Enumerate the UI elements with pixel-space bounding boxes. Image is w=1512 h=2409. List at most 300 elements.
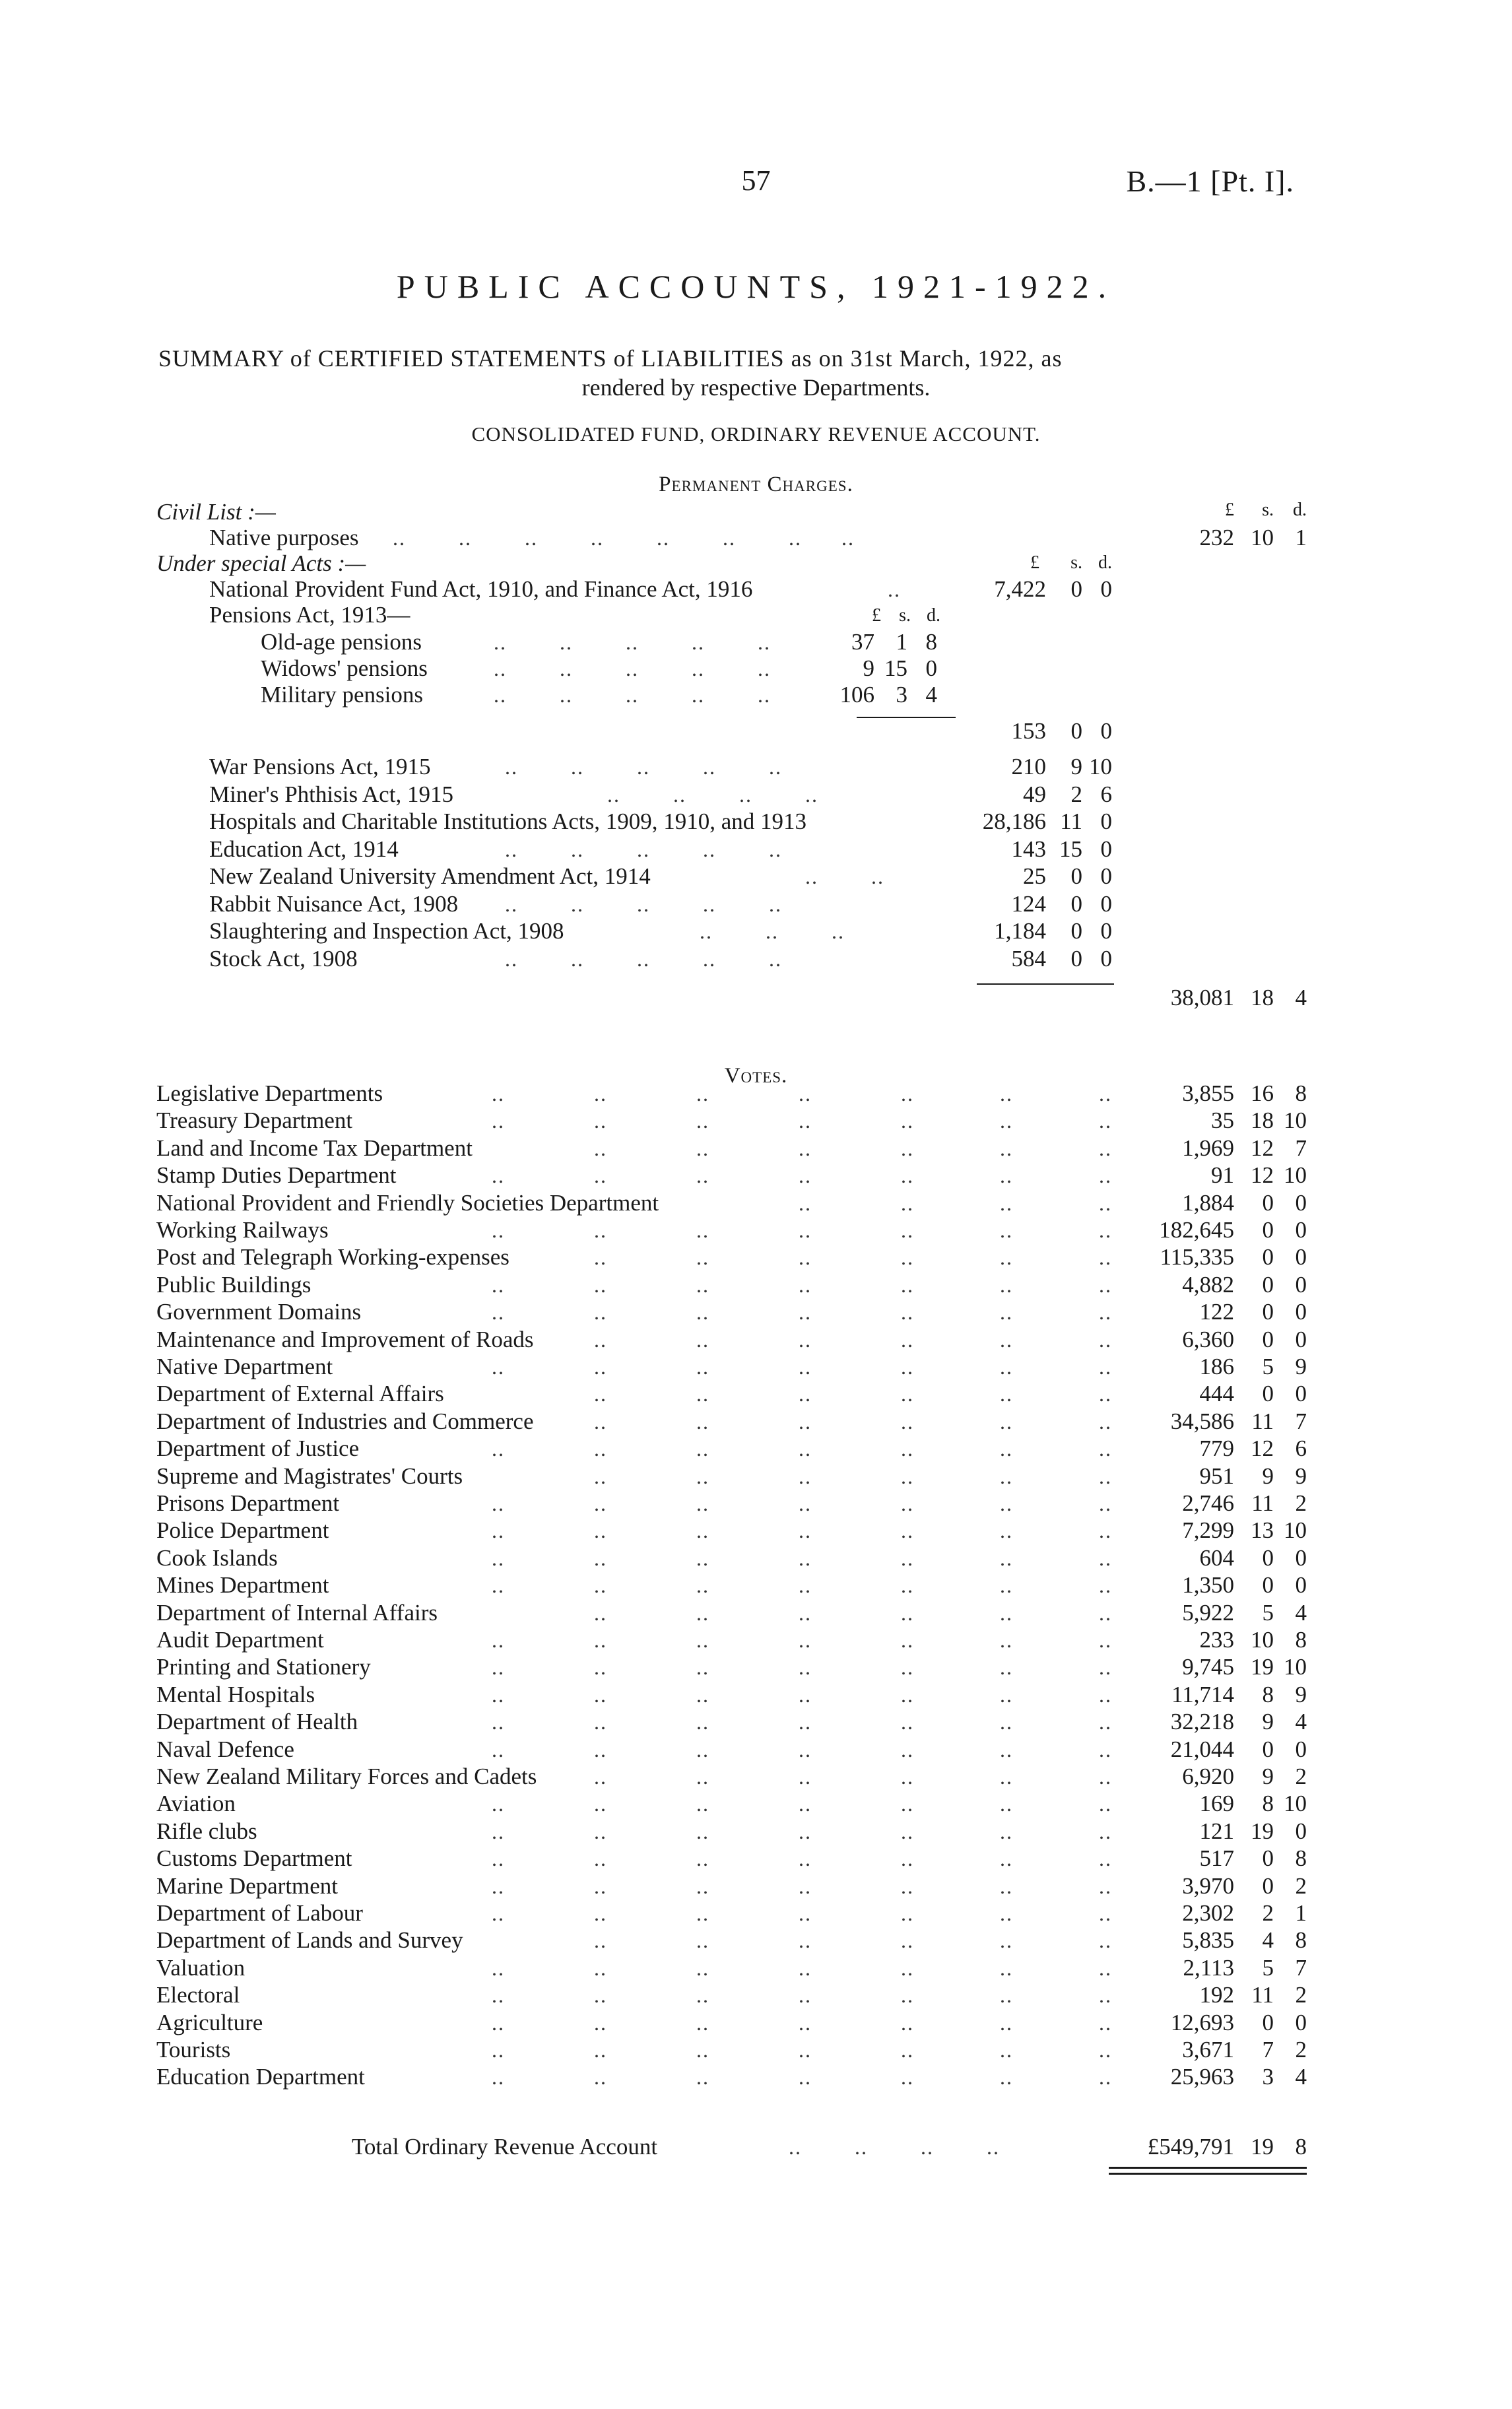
leader-dots: .. — [799, 1218, 812, 1242]
leader-dots: .. — [1099, 1137, 1112, 1160]
leader-dots: .. — [696, 1573, 709, 1597]
vote-label: Aviation — [156, 1791, 236, 1816]
vote-shillings: 0 — [1262, 1736, 1274, 1762]
leader-dots: .. — [1099, 1245, 1112, 1269]
leader-dots: .. — [901, 1546, 914, 1570]
leader-dots: .. .. .. .. .. — [505, 755, 782, 779]
vote-label: Post and Telegraph Working-expenses — [156, 1244, 509, 1270]
leader-dots: .. — [799, 1983, 812, 2007]
subtotal-rule — [857, 717, 956, 718]
vote-label: Department of Justice — [156, 1436, 360, 1461]
leader-dots: .. .. .. .. .. — [494, 683, 771, 707]
leader-dots: .. — [901, 1683, 914, 1707]
summary-subheading: rendered by respective Departments. — [581, 374, 931, 401]
vote-label: Customs Department — [156, 1845, 352, 1871]
leader-dots: .. — [696, 1956, 709, 1980]
leader-dots: .. — [1099, 1082, 1112, 1106]
leader-dots: .. — [696, 1382, 709, 1406]
vote-pence: 8 — [1295, 1627, 1307, 1653]
leader-dots: .. — [1099, 1683, 1112, 1707]
vote-label: Mental Hospitals — [156, 1682, 315, 1707]
leader-dots: .. — [799, 1437, 812, 1461]
leader-dots: .. — [1099, 1765, 1112, 1789]
leader-dots: .. — [1000, 1437, 1013, 1461]
vote-pounds: 3,855 — [1182, 1080, 1234, 1106]
vote-pence: 4 — [1295, 1600, 1307, 1626]
leader-dots: .. — [799, 2011, 812, 2035]
leader-dots: .. — [1000, 1328, 1013, 1352]
outer-pence-header: d. — [1293, 500, 1307, 520]
leader-dots: .. — [901, 1218, 914, 1242]
leader-dots: .. — [492, 1820, 505, 1843]
act-pence: 6 — [1100, 781, 1112, 807]
leader-dots: .. — [594, 1765, 607, 1789]
leader-dots: .. — [492, 1847, 505, 1870]
vote-pence: 10 — [1284, 1654, 1307, 1680]
leader-dots: .. — [901, 2038, 914, 2062]
special-acts-label: Under special Acts :— — [156, 550, 366, 576]
leader-dots: .. — [799, 1683, 812, 1707]
leader-dots: .. — [901, 1300, 914, 1324]
leader-dots: .. — [1000, 1929, 1013, 1952]
grand-total-pounds: £549,791 — [1147, 2134, 1234, 2160]
leader-dots: .. — [594, 1655, 607, 1679]
leader-dots: .. — [799, 1082, 812, 1106]
leader-dots: .. — [594, 1546, 607, 1570]
vote-label: Education Department — [156, 2064, 365, 2090]
pension-pounds: 37 — [851, 629, 874, 655]
leader-dots: .. — [594, 1300, 607, 1324]
vote-pence: 0 — [1295, 1244, 1307, 1270]
vote-pence: 9 — [1295, 1463, 1307, 1489]
vote-label: Department of Industries and Commerce — [156, 1408, 534, 1434]
leader-dots: .. — [799, 1465, 812, 1488]
vote-shillings: 5 — [1262, 1600, 1274, 1626]
leader-dots: .. — [1099, 1410, 1112, 1434]
leader-dots: .. — [1099, 1573, 1112, 1597]
vote-label: Stamp Duties Department — [156, 1162, 397, 1188]
vote-pence: 8 — [1295, 1080, 1307, 1106]
mid-shillings-header: s. — [1070, 552, 1082, 573]
vote-shillings: 13 — [1251, 1517, 1274, 1543]
national-provident-pounds: 7,422 — [994, 576, 1046, 602]
leader-dots: .. — [1099, 1300, 1112, 1324]
leader-dots: .. .. .. .. — [607, 783, 818, 807]
leader-dots: .. — [1000, 2038, 1013, 2062]
vote-label: Working Railways — [156, 1217, 329, 1243]
vote-shillings: 19 — [1251, 1654, 1274, 1680]
act-shillings: 2 — [1070, 781, 1082, 807]
act-label: Hospitals and Charitable Institutions Acts, 1909, 1910, and 1913 — [209, 808, 807, 834]
leader-dots: .. — [594, 1628, 607, 1652]
vote-pounds: 192 — [1199, 1982, 1234, 2008]
vote-pounds: 517 — [1199, 1845, 1234, 1871]
leader-dots: .. — [594, 1437, 607, 1461]
vote-pence: 2 — [1295, 2037, 1307, 2062]
vote-shillings: 0 — [1262, 1545, 1274, 1571]
leader-dots: .. — [1000, 1300, 1013, 1324]
leader-dots: .. — [1000, 1765, 1013, 1789]
vote-pence: 10 — [1284, 1517, 1307, 1543]
national-provident-pence: 0 — [1100, 576, 1112, 602]
vote-pounds: 7,299 — [1182, 1517, 1234, 1543]
leader-dots: .. — [901, 1820, 914, 1843]
leader-dots: .. — [799, 1191, 812, 1215]
leader-dots: .. — [1099, 1983, 1112, 2007]
vote-pounds: 2,302 — [1182, 1900, 1234, 1926]
pension-pounds: 106 — [839, 682, 874, 708]
leader-dots: .. — [696, 1355, 709, 1379]
leader-dots: .. — [696, 1546, 709, 1570]
leader-dots: .. — [1099, 1820, 1112, 1843]
vote-label: Valuation — [156, 1955, 246, 1981]
act-shillings: 9 — [1070, 754, 1082, 779]
leader-dots: .. — [1099, 1273, 1112, 1297]
leader-dots: .. — [1099, 1929, 1112, 1952]
leader-dots: .. — [492, 1300, 505, 1324]
leader-dots: .. — [492, 1874, 505, 1898]
leader-dots: .. — [594, 2065, 607, 2089]
civil-list-label: Civil List :— — [156, 499, 276, 525]
leader-dots: .. — [799, 1382, 812, 1406]
leader-dots: .. — [799, 1710, 812, 1734]
vote-shillings: 0 — [1262, 1190, 1274, 1216]
vote-pence: 9 — [1295, 1354, 1307, 1379]
leader-dots: .. — [1000, 1410, 1013, 1434]
leader-dots: .. — [492, 1710, 505, 1734]
vote-label: Audit Department — [156, 1627, 324, 1653]
pension-label: Military pensions — [261, 682, 423, 708]
leader-dots: .. — [1000, 1901, 1013, 1925]
vote-pence: 0 — [1295, 1217, 1307, 1243]
leader-dots: .. — [594, 1273, 607, 1297]
leader-dots: .. — [799, 1519, 812, 1542]
leader-dots: .. — [1000, 2065, 1013, 2089]
grand-total-pence: 8 — [1295, 2134, 1307, 2160]
leader-dots: .. — [696, 1820, 709, 1843]
act-shillings: 0 — [1070, 946, 1082, 972]
leader-dots: .. — [901, 1792, 914, 1816]
vote-pence: 6 — [1295, 1436, 1307, 1461]
act-pounds: 143 — [1011, 836, 1046, 862]
leader-dots: .. — [1000, 1191, 1013, 1215]
leader-dots: .. — [1099, 1437, 1112, 1461]
vote-pounds: 1,969 — [1182, 1135, 1234, 1161]
vote-shillings: 5 — [1262, 1955, 1274, 1981]
vote-shillings: 9 — [1262, 1764, 1274, 1789]
special-acts-total-shillings: 18 — [1251, 985, 1274, 1010]
act-pounds: 49 — [1023, 781, 1046, 807]
leader-dots: .. — [1099, 1492, 1112, 1515]
vote-shillings: 3 — [1262, 2064, 1274, 2090]
vote-pence: 1 — [1295, 1900, 1307, 1926]
vote-shillings: 2 — [1262, 1900, 1274, 1926]
leader-dots: .. .. .. .. .. — [505, 892, 782, 916]
double-rule-bottom — [1109, 2173, 1307, 2175]
leader-dots: .. — [1099, 2038, 1112, 2062]
vote-shillings: 19 — [1251, 1818, 1274, 1844]
pension-shillings: 1 — [896, 629, 907, 655]
leader-dots: .. — [492, 1355, 505, 1379]
pension-pence: 4 — [925, 682, 937, 708]
grand-total-shillings: 19 — [1251, 2134, 1274, 2160]
leader-dots: .. — [1000, 1465, 1013, 1488]
vote-label: Electoral — [156, 1982, 240, 2008]
leader-dots: .. — [799, 1601, 812, 1625]
leader-dots: .. — [594, 2038, 607, 2062]
vote-shillings: 9 — [1262, 1463, 1274, 1489]
vote-shillings: 0 — [1262, 1272, 1274, 1298]
native-purposes-shillings: 10 — [1251, 525, 1274, 550]
vote-shillings: 10 — [1251, 1627, 1274, 1653]
leader-dots: .. — [594, 1710, 607, 1734]
leader-dots: .. .. .. .. .. — [505, 838, 782, 861]
leader-dots: .. — [799, 1655, 812, 1679]
vote-pounds: 5,922 — [1182, 1600, 1234, 1626]
vote-pounds: 12,693 — [1170, 2010, 1234, 2035]
pension-pence: 0 — [925, 655, 937, 681]
vote-pounds: 6,920 — [1182, 1764, 1234, 1789]
leader-dots: .. — [901, 1983, 914, 2007]
pensions-total-pounds: 153 — [1011, 718, 1046, 744]
double-rule-top — [1109, 2167, 1307, 2169]
act-pounds: 1,184 — [994, 918, 1046, 944]
leader-dots: .. — [901, 1956, 914, 1980]
vote-pence: 7 — [1295, 1955, 1307, 1981]
vote-pounds: 34,586 — [1170, 1408, 1234, 1434]
act-label: New Zealand University Amendment Act, 1914 — [209, 863, 651, 889]
leader-dots: .. .. .. .. .. — [494, 630, 771, 654]
vote-pounds: 3,671 — [1182, 2037, 1234, 2062]
vote-pence: 0 — [1295, 1736, 1307, 1762]
leader-dots: .. — [594, 1492, 607, 1515]
leader-dots: .. — [1000, 1874, 1013, 1898]
leader-dots: .. — [799, 1300, 812, 1324]
leader-dots: .. — [492, 2065, 505, 2089]
leader-dots: .. — [1000, 2011, 1013, 2035]
leader-dots: .. — [696, 1874, 709, 1898]
leader-dots: .. — [594, 1956, 607, 1980]
leader-dots: .. — [901, 1573, 914, 1597]
vote-shillings: 11 — [1251, 1982, 1274, 2008]
leader-dots: .. — [1099, 1901, 1112, 1925]
leader-dots: .. — [1000, 1847, 1013, 1870]
vote-shillings: 0 — [1262, 1572, 1274, 1598]
vote-shillings: 0 — [1262, 1873, 1274, 1899]
vote-pence: 0 — [1295, 1299, 1307, 1325]
vote-pounds: 444 — [1199, 1381, 1234, 1406]
act-pence: 0 — [1100, 808, 1112, 834]
vote-label: Land and Income Tax Department — [156, 1135, 473, 1161]
leader-dots: .. — [1000, 1082, 1013, 1106]
leader-dots: .. — [594, 1738, 607, 1762]
leader-dots: .. — [1000, 1273, 1013, 1297]
leader-dots: .. — [594, 1328, 607, 1352]
leader-dots: .. — [799, 1328, 812, 1352]
inner-pence-header: d. — [927, 605, 940, 626]
vote-pounds: 2,113 — [1183, 1955, 1234, 1981]
leader-dots: .. — [492, 1738, 505, 1762]
pension-shillings: 15 — [884, 655, 907, 681]
leader-dots: .. — [1000, 1710, 1013, 1734]
leader-dots: .. — [1000, 1655, 1013, 1679]
act-pounds: 124 — [1011, 891, 1046, 917]
leader-dots: .. — [1000, 1956, 1013, 1980]
leader-dots: .. — [901, 1655, 914, 1679]
vote-pence: 7 — [1295, 1408, 1307, 1434]
vote-label: Department of Labour — [156, 1900, 363, 1926]
vote-pounds: 779 — [1199, 1436, 1234, 1461]
vote-shillings: 11 — [1251, 1490, 1274, 1516]
leader-dots: .. — [492, 1546, 505, 1570]
leader-dots: .. — [1000, 1792, 1013, 1816]
vote-pounds: 604 — [1199, 1545, 1234, 1571]
vote-shillings: 8 — [1262, 1682, 1274, 1707]
national-provident-label: National Provident Fund Act, 1910, and Finance Act, 1916 — [209, 576, 753, 602]
leader-dots: .. — [594, 1109, 607, 1133]
leader-dots: .. .. .. — [700, 919, 845, 943]
vote-pence: 10 — [1284, 1791, 1307, 1816]
leader-dots: .. — [1099, 1355, 1112, 1379]
inner-shillings-header: s. — [899, 605, 911, 626]
vote-pounds: 121 — [1199, 1818, 1234, 1844]
leader-dots: .. — [492, 1628, 505, 1652]
leader-dots: .. — [1000, 1355, 1013, 1379]
leader-dots: .. — [594, 1601, 607, 1625]
leader-dots: .. — [1099, 1465, 1112, 1488]
leader-dots: .. — [1000, 1820, 1013, 1843]
leader-dots: .. — [799, 1109, 812, 1133]
leader-dots: .. — [594, 1792, 607, 1816]
leader-dots: .. — [1000, 1137, 1013, 1160]
leader-dots: .. — [594, 1847, 607, 1870]
leader-dots: .. .. .. .. .. — [505, 947, 782, 971]
vote-pounds: 233 — [1199, 1627, 1234, 1653]
vote-label: Department of External Affairs — [156, 1381, 444, 1406]
vote-label: Marine Department — [156, 1873, 339, 1899]
leader-dots: .. — [901, 1519, 914, 1542]
vote-label: New Zealand Military Forces and Cadets — [156, 1764, 537, 1789]
vote-label: Department of Lands and Survey — [156, 1927, 463, 1953]
leader-dots: .. — [696, 1465, 709, 1488]
vote-pounds: 1,350 — [1182, 1572, 1234, 1598]
leader-dots: .. — [696, 1492, 709, 1515]
leader-dots: .. — [594, 1218, 607, 1242]
leader-dots: .. — [594, 1164, 607, 1187]
leader-dots: .. — [1000, 1738, 1013, 1762]
leader-dots: .. — [799, 1355, 812, 1379]
inner-pounds-header: £ — [872, 605, 881, 626]
leader-dots: .. — [1099, 1601, 1112, 1625]
leader-dots: .. — [696, 1683, 709, 1707]
leader-dots: .. — [492, 2038, 505, 2062]
leader-dots: .. — [901, 1601, 914, 1625]
leader-dots: .. — [799, 1628, 812, 1652]
vote-shillings: 11 — [1251, 1408, 1274, 1434]
pensions-total-pence: 0 — [1100, 718, 1112, 744]
leader-dots: .. — [1099, 1164, 1112, 1187]
leader-dots: .. — [901, 1273, 914, 1297]
leader-dots: .. — [901, 1245, 914, 1269]
leader-dots: .. — [696, 1519, 709, 1542]
vote-pounds: 186 — [1199, 1354, 1234, 1379]
leader-dots: .. — [492, 1437, 505, 1461]
leader-dots: .. — [696, 1300, 709, 1324]
vote-label: Legislative Departments — [156, 1080, 383, 1106]
leader-dots: .. — [901, 1465, 914, 1488]
leader-dots: .. — [1000, 1492, 1013, 1515]
act-pence: 0 — [1100, 836, 1112, 862]
leader-dots: .. — [799, 2065, 812, 2089]
leader-dots: .. — [696, 1137, 709, 1160]
vote-label: Department of Internal Affairs — [156, 1600, 438, 1626]
leader-dots: .. — [696, 1792, 709, 1816]
vote-shillings: 0 — [1262, 1244, 1274, 1270]
pension-label: Old-age pensions — [261, 629, 422, 655]
leader-dots: .. — [492, 1273, 505, 1297]
leader-dots: .. — [696, 1983, 709, 2007]
vote-pounds: 182,645 — [1159, 1217, 1234, 1243]
leader-dots: .. — [594, 1573, 607, 1597]
vote-shillings: 18 — [1251, 1107, 1274, 1133]
vote-pence: 0 — [1295, 1545, 1307, 1571]
leader-dots: .. — [799, 1137, 812, 1160]
leader-dots: .. — [1099, 1546, 1112, 1570]
act-pounds: 210 — [1011, 754, 1046, 779]
vote-shillings: 9 — [1262, 1709, 1274, 1734]
leader-dots: .. — [1099, 1382, 1112, 1406]
vote-shillings: 12 — [1251, 1135, 1274, 1161]
leader-dots: .. — [1000, 1573, 1013, 1597]
leader-dots: .. — [696, 1628, 709, 1652]
leader-dots: .. .. — [805, 865, 884, 888]
grand-total-label: Total Ordinary Revenue Account — [352, 2134, 658, 2160]
leader-dots: .. — [492, 1655, 505, 1679]
leader-dots: .. — [901, 1137, 914, 1160]
vote-pounds: 21,044 — [1170, 1736, 1234, 1762]
leader-dots: .. — [594, 1983, 607, 2007]
leader-dots: .. — [901, 2065, 914, 2089]
leader-dots: .. — [799, 1847, 812, 1870]
acts-total-rule — [977, 983, 1114, 985]
leader-dots: .. — [1000, 1628, 1013, 1652]
leader-dots: .. — [594, 1519, 607, 1542]
vote-label: Government Domains — [156, 1299, 362, 1325]
leader-dots: .. — [594, 1683, 607, 1707]
leader-dots: .. — [799, 1245, 812, 1269]
vote-shillings: 12 — [1251, 1436, 1274, 1461]
leader-dots: .. — [696, 1109, 709, 1133]
leader-dots: .. — [1099, 1847, 1112, 1870]
permanent-charges-heading: Permanent Charges. — [659, 473, 853, 496]
votes-heading: Votes. — [724, 1064, 788, 1088]
leader-dots: .. — [799, 1573, 812, 1597]
vote-pence: 8 — [1295, 1845, 1307, 1871]
native-purposes-pence: 1 — [1295, 525, 1307, 550]
native-purposes-label: Native purposes — [209, 525, 359, 550]
leader-dots: .. — [901, 2011, 914, 2035]
vote-pounds: 951 — [1199, 1463, 1234, 1489]
act-label: Rabbit Nuisance Act, 1908 — [209, 891, 459, 917]
leader-dots: .. — [594, 1820, 607, 1843]
special-acts-total-pounds: 38,081 — [1170, 985, 1234, 1010]
leader-dots: .. — [594, 1245, 607, 1269]
leader-dots: .. — [696, 1901, 709, 1925]
vote-label: Prisons Department — [156, 1490, 340, 1516]
leader-dots: .. — [1000, 1382, 1013, 1406]
vote-pounds: 169 — [1199, 1791, 1234, 1816]
leader-dots: .. — [492, 1683, 505, 1707]
